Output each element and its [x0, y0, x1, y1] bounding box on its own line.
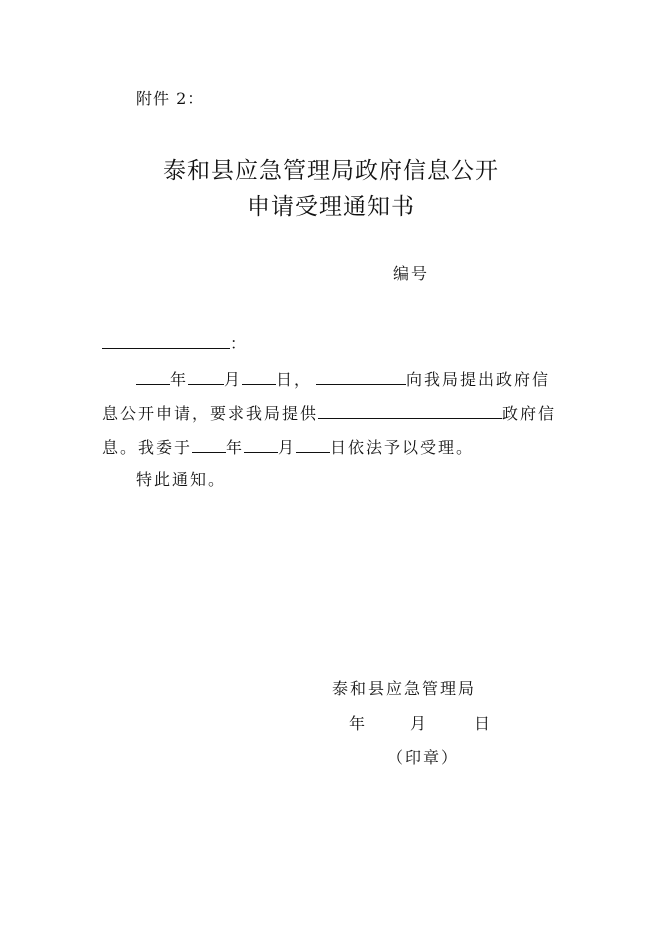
accept-year-blank[interactable] — [192, 434, 226, 453]
accept-year-label: 年 — [226, 438, 245, 457]
attachment-label: 附件 2： — [136, 89, 205, 108]
body-line-2 — [102, 400, 556, 424]
apply-year-label: 年 — [170, 370, 189, 389]
apply-year-blank[interactable] — [136, 366, 170, 385]
addressee-colon: ： — [230, 334, 249, 353]
body-text-3-end: 日依法予以受理。 — [330, 438, 475, 457]
signature-date — [349, 711, 490, 734]
issuer-name: 泰和县应急管理局 — [332, 679, 477, 698]
addressee-line — [102, 330, 248, 354]
addressee-blank[interactable] — [102, 330, 230, 349]
body-text-2: 息公开申请，要求我局提供 — [102, 404, 319, 423]
body-line-3 — [102, 434, 474, 458]
accept-month-blank[interactable] — [244, 434, 278, 453]
closing-remark: 特此通知。 — [136, 470, 227, 489]
apply-month-label: 月 — [224, 370, 243, 389]
number-label: 编号 — [393, 264, 430, 283]
apply-day-blank[interactable] — [242, 366, 276, 385]
signature-year: 年 — [349, 714, 366, 733]
apply-month-blank[interactable] — [188, 366, 224, 385]
document-title: 泰和县应急管理局政府信息公开 — [163, 158, 499, 184]
body-text-3: 息。我委于 — [102, 438, 193, 457]
body-text-2-end: 政府信 — [502, 404, 557, 423]
signature-month: 月 — [410, 714, 427, 733]
requested-info-blank[interactable] — [318, 400, 502, 419]
body-text-1: 向我局提出政府信 — [406, 370, 551, 389]
signature-day: 日 — [474, 714, 491, 733]
accept-month-label: 月 — [278, 438, 297, 457]
document-subtitle: 申请受理通知书 — [247, 194, 415, 220]
applicant-name-blank[interactable] — [316, 366, 406, 385]
accept-day-blank[interactable] — [296, 434, 330, 453]
body-line-1 — [136, 366, 550, 390]
seal-label: （印章） — [387, 748, 460, 767]
apply-day-label: 日， — [276, 370, 313, 389]
